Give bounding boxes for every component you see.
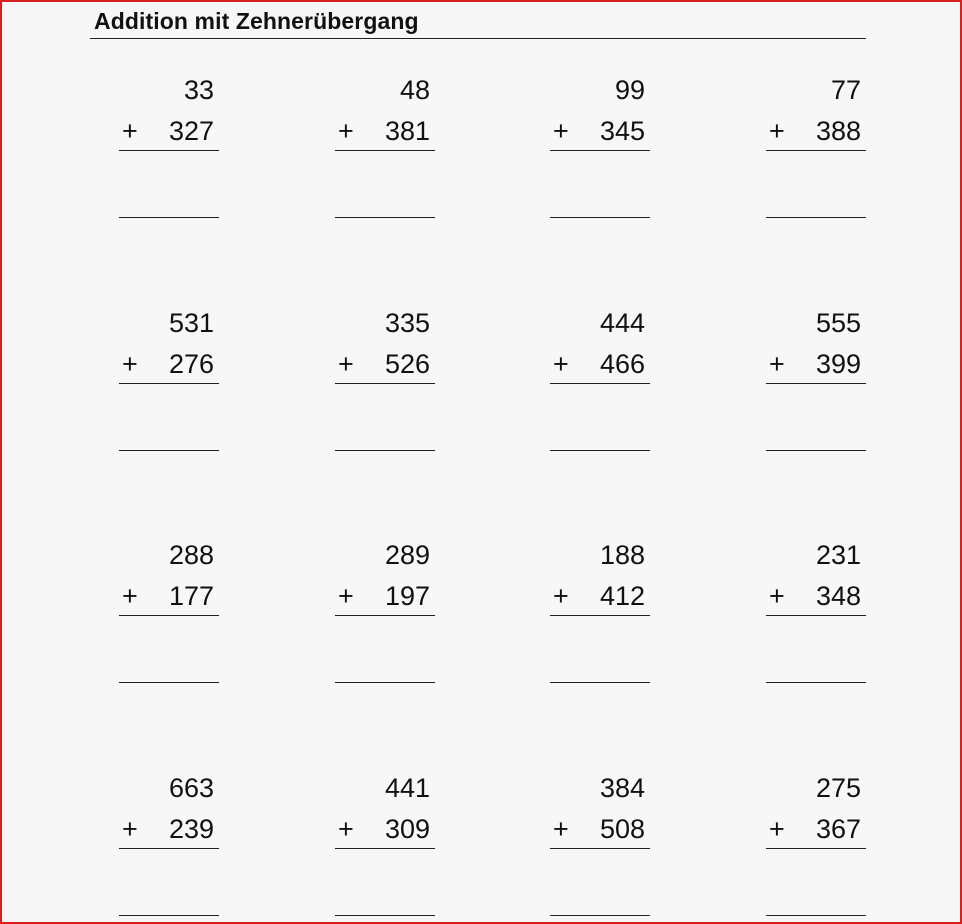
- plus-sign: +: [553, 814, 569, 844]
- second-addend: 177: [168, 581, 214, 611]
- plus-sign: +: [769, 814, 785, 844]
- addition-problem: [766, 772, 866, 922]
- sum-rule: [766, 383, 866, 384]
- addition-problem: [550, 307, 650, 457]
- sum-rule: [119, 615, 219, 616]
- answer-line[interactable]: [335, 682, 435, 683]
- first-addend: 441: [384, 773, 430, 803]
- second-addend: 508: [599, 814, 645, 844]
- answer-line[interactable]: [550, 682, 650, 683]
- sum-rule: [335, 150, 435, 151]
- first-addend: 188: [599, 540, 645, 570]
- addition-problem: [550, 772, 650, 922]
- sum-rule: [766, 150, 866, 151]
- answer-line[interactable]: [335, 915, 435, 916]
- plus-sign: +: [769, 581, 785, 611]
- answer-line[interactable]: [550, 915, 650, 916]
- addition-problem: [119, 74, 219, 224]
- first-addend: 48: [399, 75, 430, 105]
- answer-line[interactable]: [766, 450, 866, 451]
- plus-sign: +: [122, 116, 138, 146]
- addition-problem: [335, 307, 435, 457]
- answer-line[interactable]: [766, 682, 866, 683]
- addition-problem: [766, 307, 866, 457]
- second-addend: 197: [384, 581, 430, 611]
- second-addend: 399: [815, 349, 861, 379]
- first-addend: 555: [815, 308, 861, 338]
- addition-problem: [766, 539, 866, 689]
- answer-line[interactable]: [119, 915, 219, 916]
- addition-problem: [119, 539, 219, 689]
- plus-sign: +: [769, 116, 785, 146]
- answer-line[interactable]: [550, 217, 650, 218]
- addition-problem: [335, 74, 435, 224]
- addition-problem: [335, 772, 435, 922]
- plus-sign: +: [122, 349, 138, 379]
- addition-problem: [550, 74, 650, 224]
- addition-problem: [550, 539, 650, 689]
- first-addend: 289: [384, 540, 430, 570]
- answer-line[interactable]: [766, 217, 866, 218]
- sum-rule: [119, 383, 219, 384]
- sum-rule: [335, 383, 435, 384]
- sum-rule: [550, 615, 650, 616]
- second-addend: 309: [384, 814, 430, 844]
- second-addend: 412: [599, 581, 645, 611]
- second-addend: 367: [815, 814, 861, 844]
- answer-line[interactable]: [335, 450, 435, 451]
- plus-sign: +: [553, 349, 569, 379]
- addition-problem: [766, 74, 866, 224]
- second-addend: 239: [168, 814, 214, 844]
- second-addend: 348: [815, 581, 861, 611]
- sum-rule: [550, 848, 650, 849]
- sum-rule: [766, 615, 866, 616]
- first-addend: 77: [830, 75, 861, 105]
- first-addend: 444: [599, 308, 645, 338]
- second-addend: 466: [599, 349, 645, 379]
- plus-sign: +: [122, 814, 138, 844]
- first-addend: 531: [168, 308, 214, 338]
- second-addend: 381: [384, 116, 430, 146]
- sum-rule: [550, 383, 650, 384]
- second-addend: 388: [815, 116, 861, 146]
- sum-rule: [119, 848, 219, 849]
- plus-sign: +: [553, 581, 569, 611]
- sum-rule: [119, 150, 219, 151]
- first-addend: 33: [183, 75, 214, 105]
- plus-sign: +: [122, 581, 138, 611]
- plus-sign: +: [769, 349, 785, 379]
- answer-line[interactable]: [119, 450, 219, 451]
- first-addend: 335: [384, 308, 430, 338]
- sum-rule: [335, 615, 435, 616]
- sum-rule: [766, 848, 866, 849]
- plus-sign: +: [338, 349, 354, 379]
- answer-line[interactable]: [550, 450, 650, 451]
- first-addend: 663: [168, 773, 214, 803]
- plus-sign: +: [338, 116, 354, 146]
- addition-problem: [335, 539, 435, 689]
- second-addend: 276: [168, 349, 214, 379]
- answer-line[interactable]: [119, 217, 219, 218]
- first-addend: 99: [614, 75, 645, 105]
- plus-sign: +: [553, 116, 569, 146]
- first-addend: 288: [168, 540, 214, 570]
- answer-line[interactable]: [766, 915, 866, 916]
- addition-problem: [119, 772, 219, 922]
- answer-line[interactable]: [335, 217, 435, 218]
- plus-sign: +: [338, 581, 354, 611]
- second-addend: 526: [384, 349, 430, 379]
- answer-line[interactable]: [119, 682, 219, 683]
- addition-problem: [119, 307, 219, 457]
- sum-rule: [550, 150, 650, 151]
- first-addend: 231: [815, 540, 861, 570]
- title-underline: [90, 38, 866, 39]
- first-addend: 384: [599, 773, 645, 803]
- second-addend: 345: [599, 116, 645, 146]
- first-addend: 275: [815, 773, 861, 803]
- second-addend: 327: [168, 116, 214, 146]
- worksheet-title: Addition mit Zehnerübergang: [94, 8, 419, 34]
- sum-rule: [335, 848, 435, 849]
- plus-sign: +: [338, 814, 354, 844]
